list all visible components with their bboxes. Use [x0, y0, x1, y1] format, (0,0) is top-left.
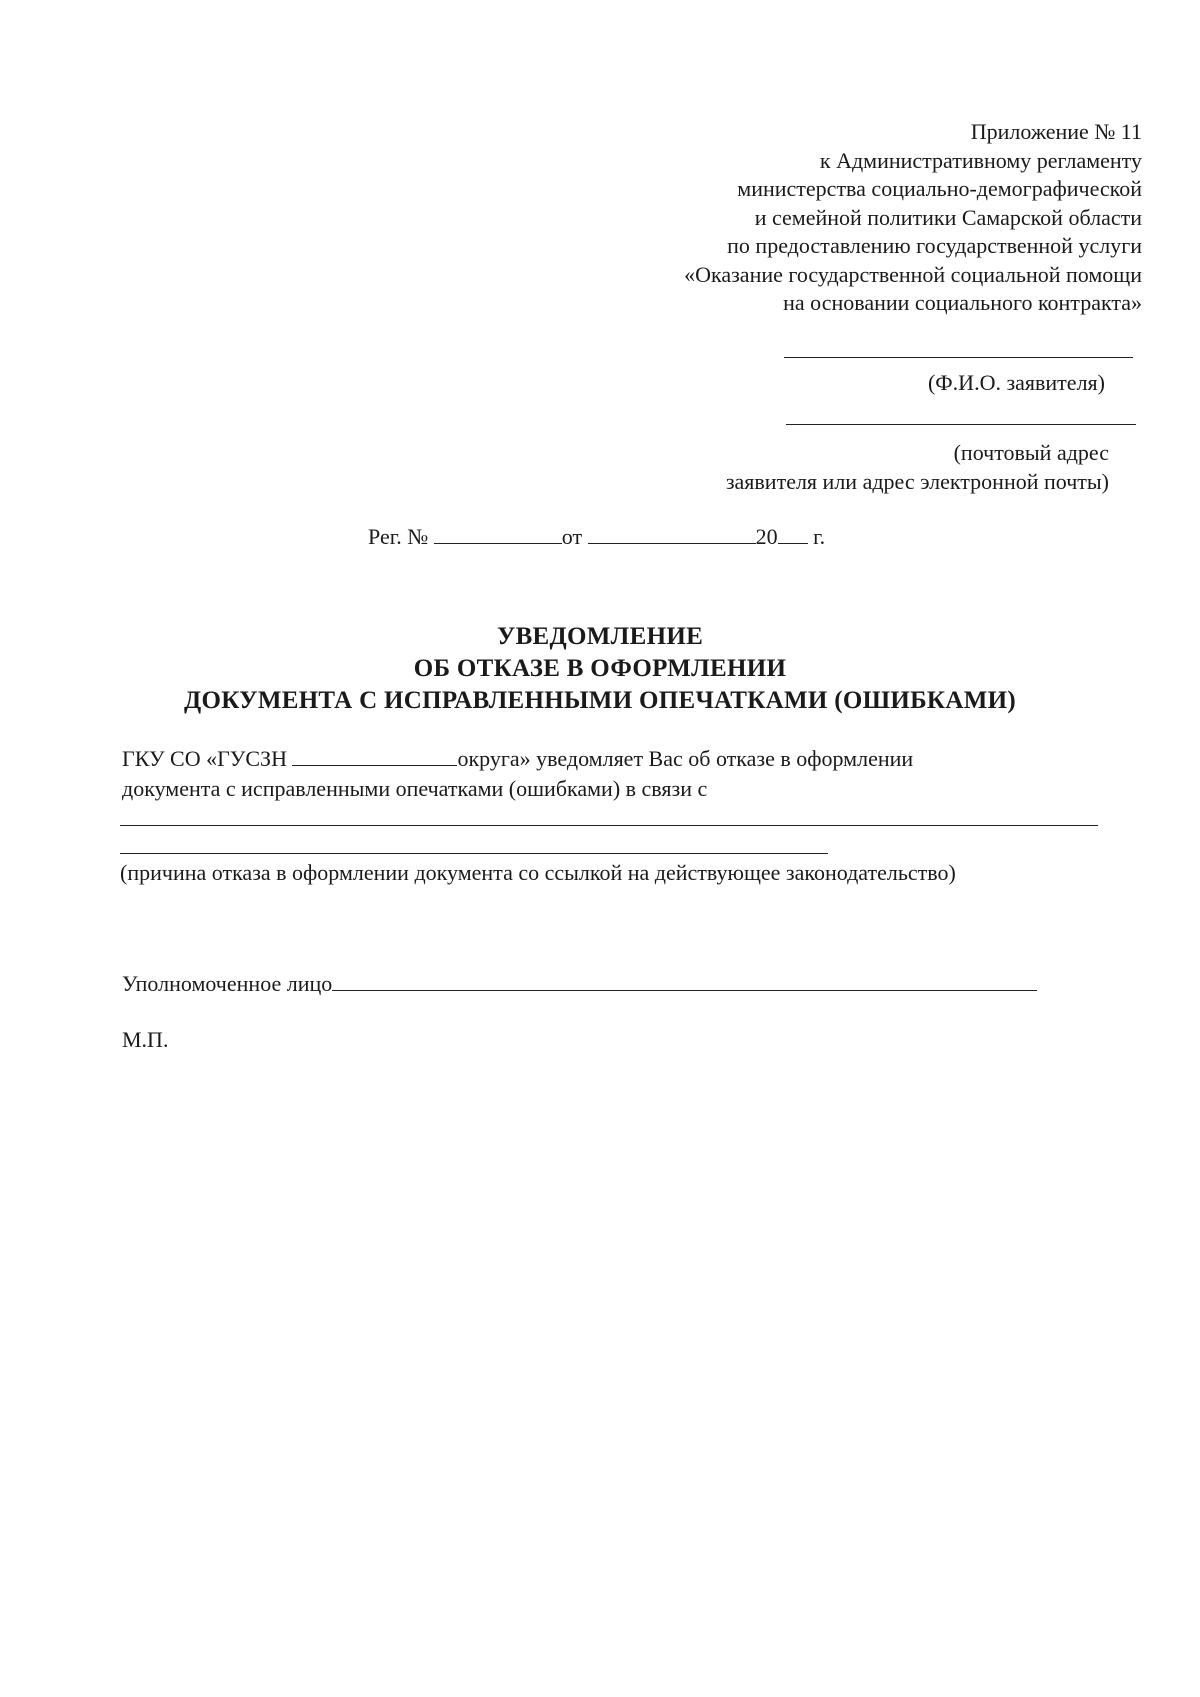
reg-date-field[interactable]: [588, 525, 756, 544]
reg-year-suffix: г.: [813, 524, 826, 549]
reason-line-2[interactable]: [120, 853, 828, 854]
appendix-line: «Оказание государственной социальной помощи: [684, 261, 1142, 287]
appendix-header: [442, 118, 1142, 318]
org-prefix: ГКУ СО «ГУСЗН: [122, 746, 287, 771]
signature-row: [122, 969, 1037, 999]
org-suffix: округа» уведомляет Вас об отказе в оформлении: [457, 746, 914, 771]
body-line-1: [122, 744, 913, 774]
applicant-address-line[interactable]: [786, 424, 1136, 425]
appendix-line: министерства социально-демографической: [737, 176, 1142, 201]
applicant-name-caption: (Ф.И.О. заявителя): [927, 370, 1105, 395]
reason-line-1[interactable]: [120, 825, 1098, 826]
reg-year-prefix: 20: [755, 524, 778, 549]
reg-number-field[interactable]: [434, 525, 562, 544]
signature-field[interactable]: [332, 972, 1037, 991]
reason-caption: (причина отказа в оформлении документа со ссылкой на действующее законодательство): [120, 860, 956, 885]
appendix-line: Приложение № 11: [970, 119, 1142, 144]
title-line-2: ОБ ОТКАЗЕ В ОФОРМЛЕНИИ: [413, 655, 787, 682]
appendix-line: по предоставлению государственной услуги: [727, 233, 1142, 258]
applicant-name-line[interactable]: [784, 357, 1133, 358]
reg-number-label: Рег. №: [368, 524, 429, 549]
notice-body: [122, 744, 913, 804]
stamp-label: М.П.: [122, 1027, 169, 1052]
district-field[interactable]: [292, 747, 457, 766]
body-line-2: документа с исправленными опечатками (ошибками) в связи с: [122, 776, 708, 801]
title-line-3: ДОКУМЕНТА С ИСПРАВЛЕННЫМИ ОПЕЧАТКАМИ (ОШИБКАМИ): [184, 687, 1016, 714]
signature-label: Уполномоченное лицо: [122, 971, 333, 996]
reg-year-field[interactable]: [778, 525, 808, 544]
applicant-address-caption-1: (почтовый адрес: [953, 440, 1109, 465]
applicant-address-caption-2: заявителя или адрес электронной почты): [725, 469, 1109, 494]
appendix-line: к Административному регламенту: [819, 147, 1142, 173]
document-title: [100, 621, 1100, 717]
reg-from-label: от: [561, 524, 583, 549]
title-line-1: УВЕДОМЛЕНИЕ: [496, 623, 704, 650]
registration-line: [368, 522, 825, 552]
appendix-line: и семейной политики Самарской области: [754, 204, 1142, 230]
appendix-line: на основании социального контракта»: [783, 290, 1142, 315]
